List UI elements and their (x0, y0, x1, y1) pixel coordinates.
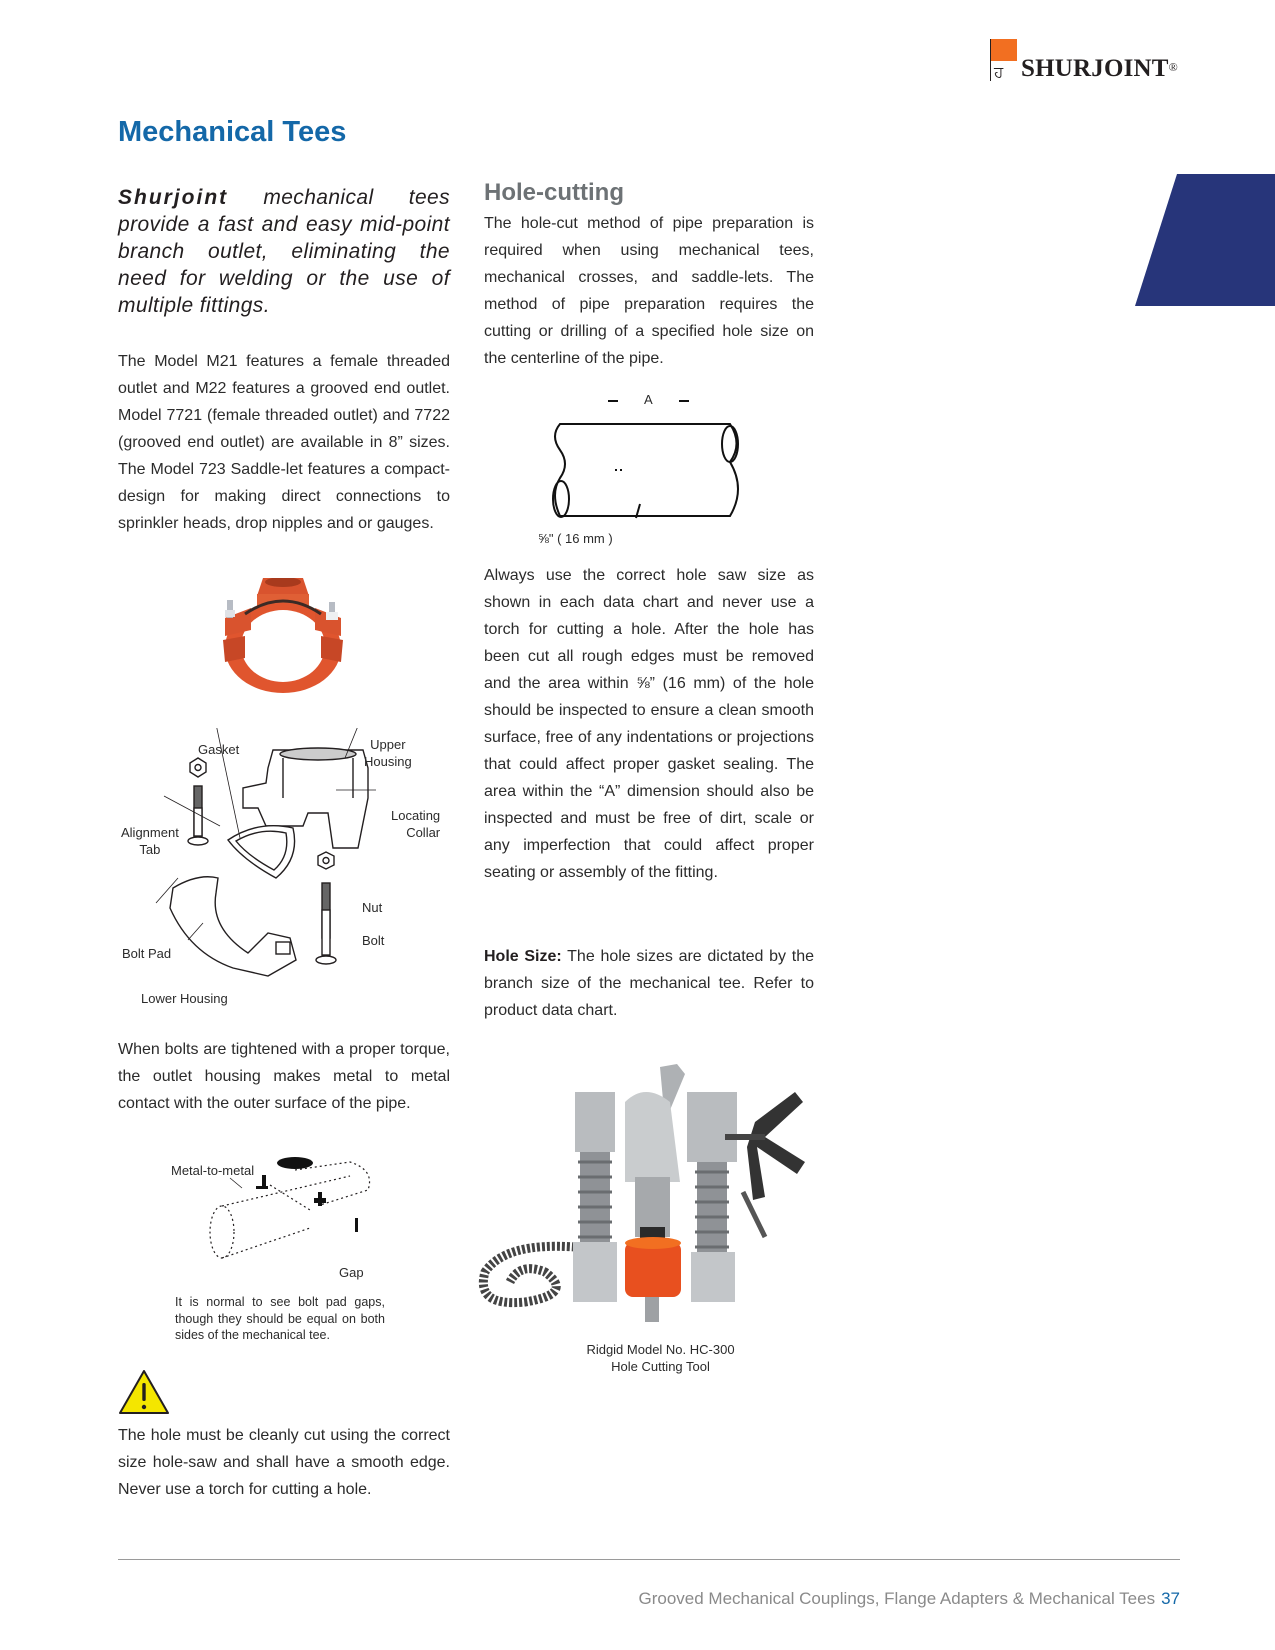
footer-divider (118, 1559, 1180, 1560)
label-alignment-tab-line1: Alignment (121, 825, 179, 840)
hole-cut-paragraph: The hole-cut method of pipe preparation is required when using mechanical tees, mechanical crosses, and saddle-lets. The method of pipe preparation requires the cutting or drilling of a specified hole size on the centerline of the pipe. (484, 215, 814, 367)
label-alignment-tab (121, 824, 179, 858)
logo-glyph: ਹ (994, 63, 1004, 81)
lead-text: mechanical tees provide a fast and easy mid-point branch outlet, eliminating the need for welding or the use of multiple fittings. (118, 186, 450, 317)
page-footer (638, 1589, 1180, 1609)
warning-paragraph: The hole must be cleanly cut using the correct size hole-saw and shall have a smooth edge. Never use a torch for cutting a hole. (118, 1427, 450, 1498)
hole-size-paragraph (484, 943, 814, 1024)
exploded-tee-diagram (118, 728, 458, 1010)
pipe-hole-diagram (548, 394, 748, 522)
logo-wordmark (1021, 57, 1178, 81)
tool-caption-line1: Ridgid Model No. HC-300 (586, 1342, 735, 1357)
label-locating-collar-line1: Locating (391, 808, 441, 823)
logo-orange-block (991, 39, 1017, 61)
models-paragraph: The Model M21 features a female threaded outlet and M22 features a grooved end outlet. Model 7721 (female threaded outlet) and 7722 (grooved end outlet) are available in 8” sizes. The Model 723 Saddle-let features a compact-design for making direct connections to sprinkler heads, drop nipples and or gauges. (118, 353, 450, 532)
hole-saw-paragraph: Always use the correct hole saw size as shown in each data chart and never use a torch for cutting a hole. After the hole has been cut all rough edges must be removed and the area within ⅝” (16 mm) of the hole should be inspected to ensure a clean smooth surface, free of any indentations or projections that could affect proper gasket sealing. The area within the “A” dimension should also be inspected and must be free of dirt, scale or any imperfection that could affect proper seating or assembly of the fitting. (484, 567, 814, 881)
warning-triangle-icon (118, 1369, 170, 1416)
pipe-label-a: A (644, 392, 653, 407)
tool-caption-line2: Hole Cutting Tool (611, 1359, 710, 1374)
registered-mark: ® (1168, 60, 1178, 74)
label-metal-to-metal: Metal-to-metal (171, 1163, 255, 1178)
label-alignment-tab-line2: Tab (139, 842, 161, 857)
label-upper-housing-line2: Housing (364, 754, 412, 769)
page-number: 37 (1161, 1589, 1180, 1608)
label-bolt: Bolt (362, 933, 385, 948)
label-gap: Gap (339, 1265, 364, 1280)
pipe-label-dimension: ⅝" ( 16 mm ) (538, 531, 613, 546)
label-lower-housing: Lower Housing (141, 991, 228, 1006)
label-gasket: Gasket (198, 742, 240, 757)
label-nut: Nut (362, 900, 383, 915)
label-upper-housing (364, 736, 412, 770)
lead-brand: Shurjoint (118, 186, 229, 209)
page-title: Mechanical Tees (118, 116, 347, 148)
lower-housing-shape (170, 877, 296, 976)
label-bolt-pad: Bolt Pad (122, 946, 172, 961)
label-upper-housing-line1: Upper (370, 737, 406, 752)
hole-cutting-heading: Hole-cutting (484, 179, 624, 206)
label-locating-collar (391, 807, 440, 841)
tool-caption (558, 1341, 763, 1375)
bolt-gap-caption: It is normal to see bolt pad gaps, though they should be equal on both sides of the mechanical tee. (175, 1295, 385, 1342)
mechanical-tee-photo (205, 578, 365, 693)
logo-text: SHURJOINT (1021, 55, 1169, 82)
hole-cutting-tool-photo (465, 1062, 810, 1327)
lead-paragraph (118, 184, 450, 319)
side-tab-shape (1135, 174, 1275, 306)
label-locating-collar-line2: Collar (406, 825, 441, 840)
hole-size-label: Hole Size: (484, 948, 562, 965)
footer-text: Grooved Mechanical Couplings, Flange Adapters & Mechanical Tees (638, 1589, 1156, 1608)
logo-mark-icon (990, 39, 1017, 81)
hole-size-text: The hole sizes are dictated by the branch size of the mechanical tee. Refer to product data chart. (484, 948, 814, 1019)
section-side-tab (1135, 174, 1275, 306)
shurjoint-logo (990, 35, 1178, 81)
bolts-paragraph: When bolts are tightened with a proper torque, the outlet housing makes metal to metal contact with the outer surface of the pipe. (118, 1041, 450, 1112)
